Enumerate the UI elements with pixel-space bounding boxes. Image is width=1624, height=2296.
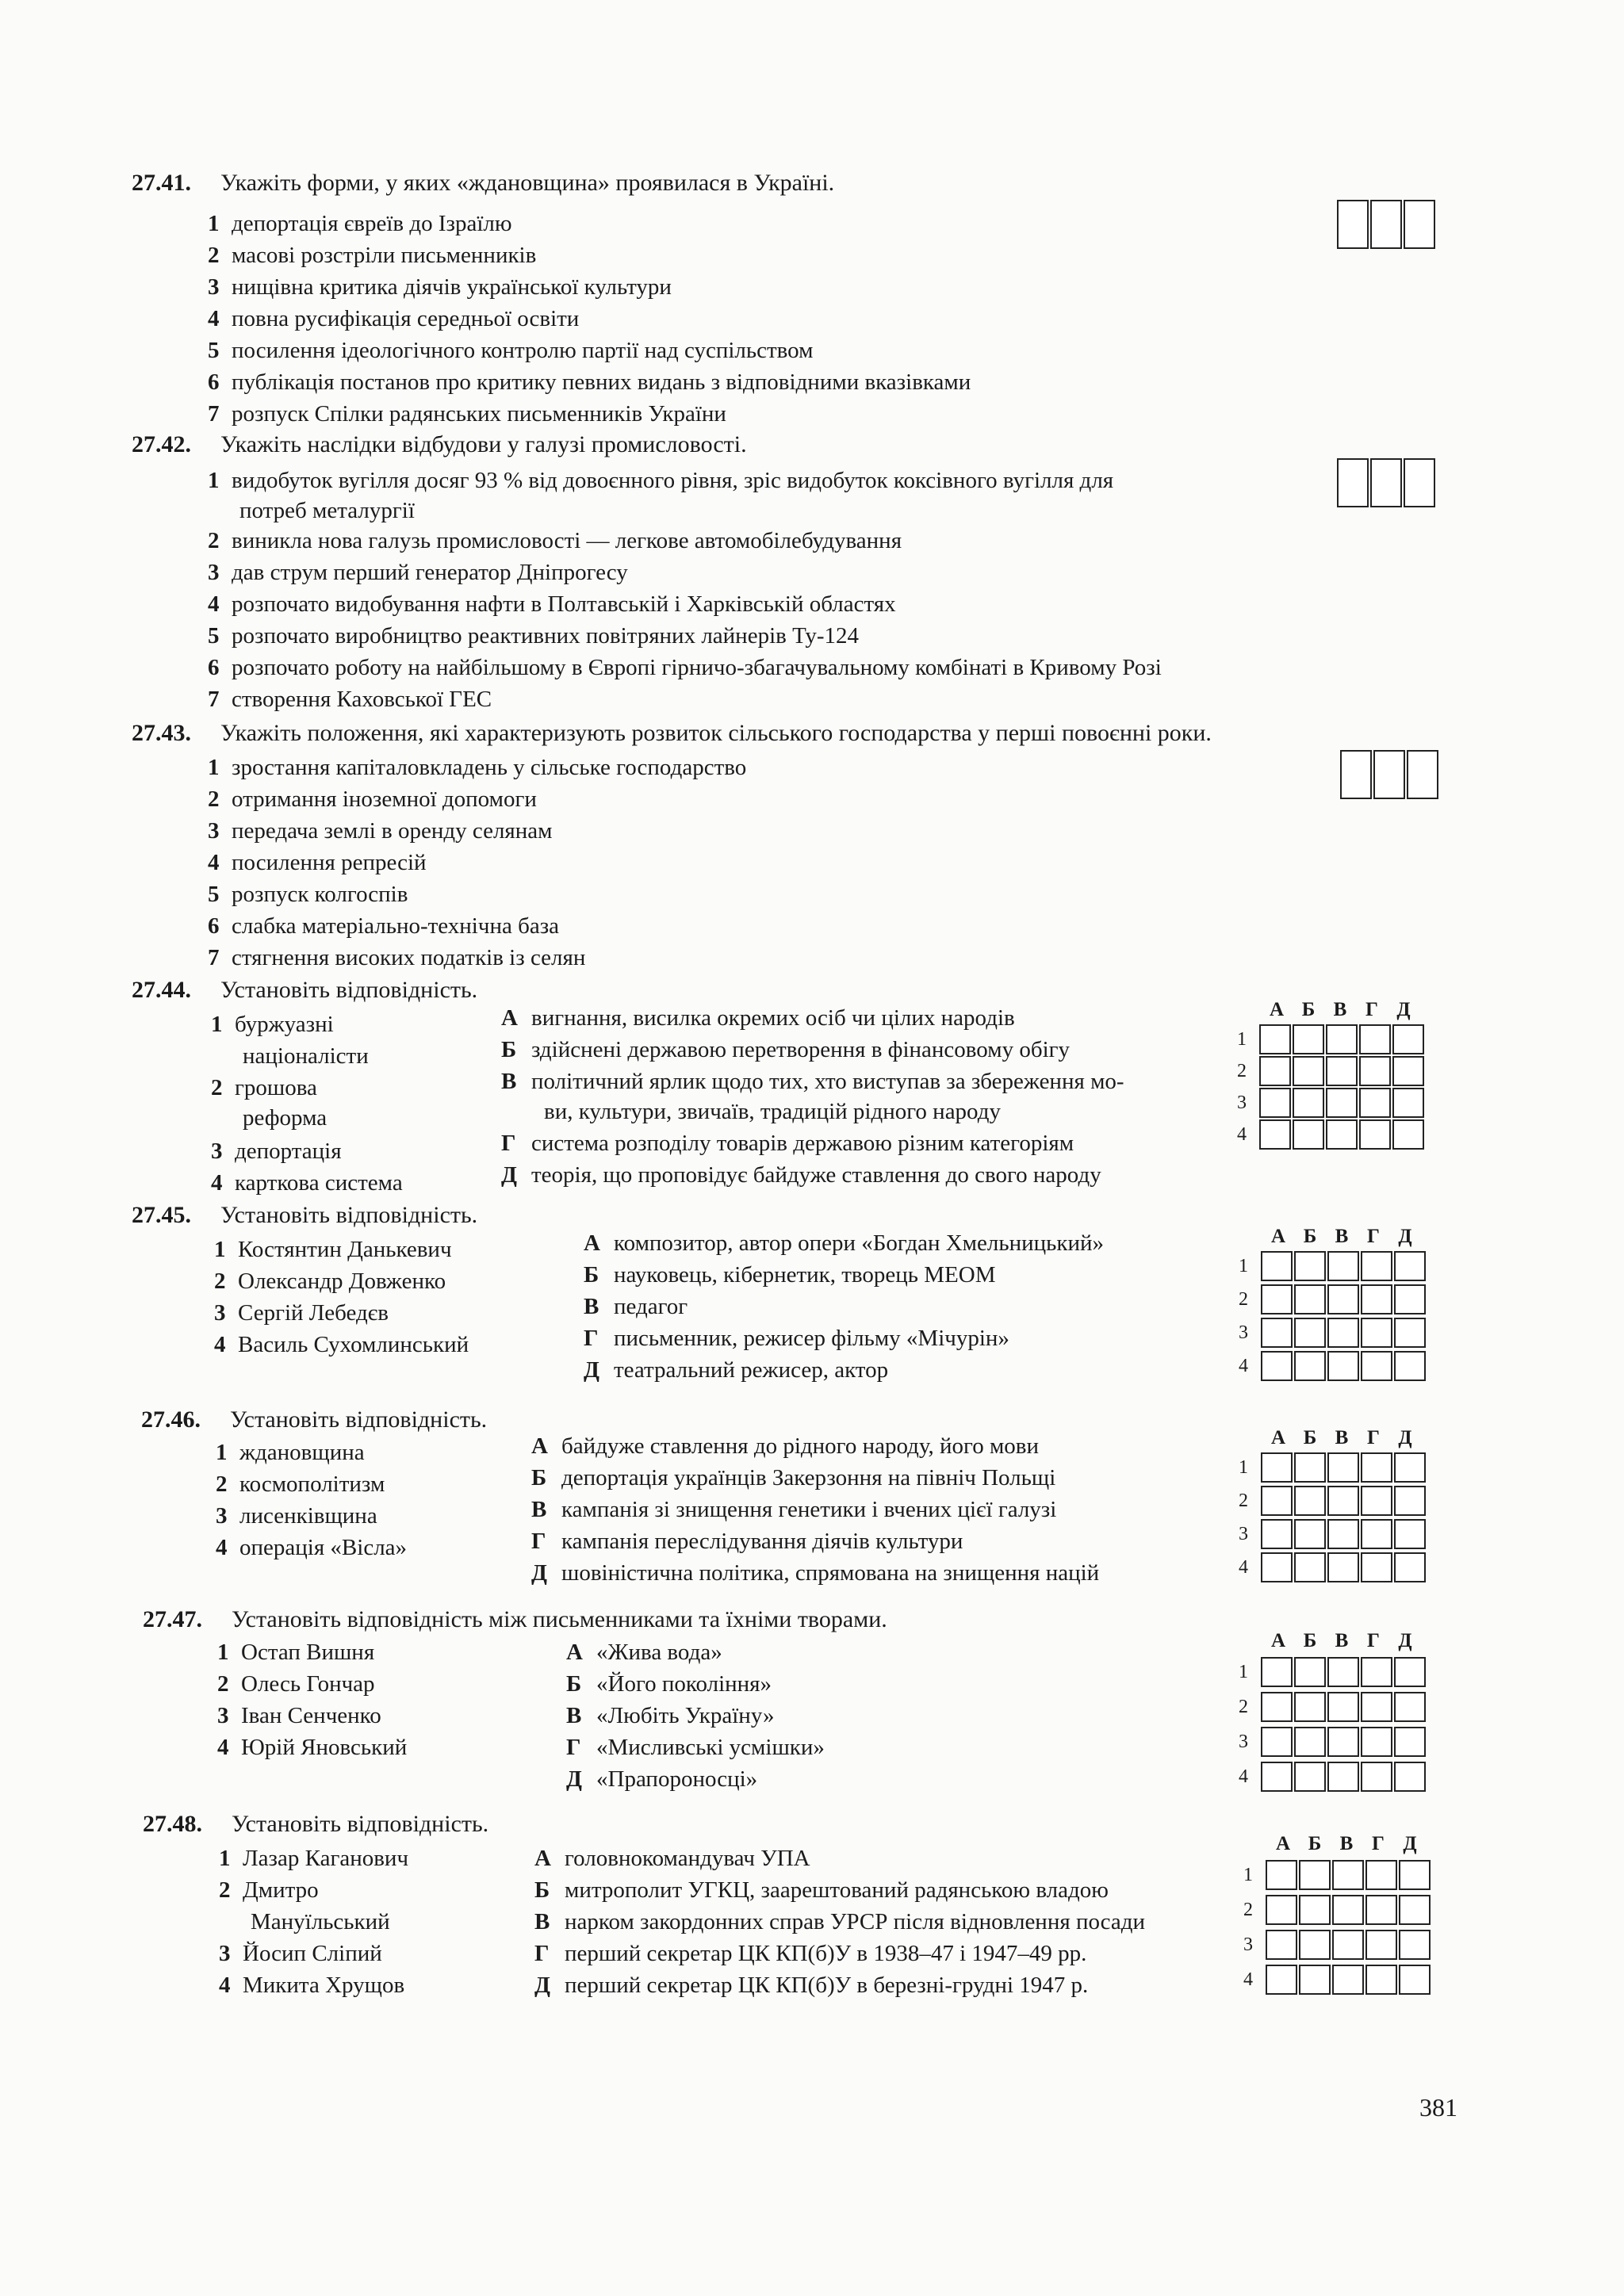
right-item-v: В «Любіть Україну» — [566, 1703, 775, 1728]
right-item-d: Д «Прапороносці» — [566, 1766, 758, 1792]
cell[interactable] — [1261, 1351, 1293, 1381]
left-item-2: 2 Олександр Довженко — [214, 1269, 446, 1294]
grid-row-4: 4 — [1239, 1762, 1426, 1792]
cell[interactable] — [1259, 1024, 1291, 1054]
cell[interactable] — [1327, 1552, 1359, 1582]
cell[interactable] — [1294, 1519, 1326, 1549]
question-number: 27.44. — [132, 977, 191, 1003]
option-1: 1 зростання капіталовкладень у сільське господарство — [208, 755, 747, 780]
cell[interactable] — [1361, 1692, 1392, 1722]
question-number: 27.43. — [132, 720, 191, 746]
option-4: 4 розпочато видобування нафти в Полтавській і Харківській областях — [208, 591, 896, 617]
question-number: 27.41. — [132, 170, 191, 196]
cell[interactable] — [1261, 1284, 1293, 1314]
option-5: 5 посилення ідеологічного контролю партії над суспільством — [208, 338, 814, 363]
cell[interactable] — [1293, 1119, 1324, 1150]
left-item-3: 3 Йосип Сліпий — [219, 1941, 382, 1966]
grid-row-3: 3 — [1237, 1088, 1424, 1118]
left-item-2: 2 Дмитро — [219, 1877, 319, 1903]
cell[interactable] — [1326, 1119, 1358, 1150]
left-item-2: 2 Олесь Гончар — [217, 1671, 375, 1697]
cell[interactable] — [1399, 1965, 1431, 1995]
cell[interactable] — [1293, 1088, 1324, 1118]
right-item-b: Б здійснені державою перетворення в фінансовому обігу — [501, 1037, 1071, 1062]
cell[interactable] — [1359, 1088, 1391, 1118]
cell[interactable] — [1361, 1727, 1392, 1757]
cell[interactable] — [1332, 1930, 1364, 1960]
cell[interactable] — [1361, 1284, 1392, 1314]
cell[interactable] — [1294, 1351, 1326, 1381]
cell[interactable] — [1327, 1657, 1359, 1687]
grid-row-4: 4 — [1237, 1119, 1424, 1150]
grid-row-2: 2 — [1239, 1692, 1426, 1722]
option-7: 7 стягнення високих податків із селян — [208, 945, 586, 970]
grid-header: А Б В Г Д — [1270, 1427, 1412, 1448]
cell[interactable] — [1361, 1762, 1392, 1792]
question-number: 27.46. — [141, 1406, 201, 1433]
grid-row-4: 4 — [1243, 1965, 1431, 1995]
left-item-4: 4 операція «Вісла» — [216, 1535, 408, 1560]
left-item-2-continuation: реформа — [243, 1105, 327, 1131]
option-5: 5 розпочато виробництво реактивних повітряних лайнерів Ту-124 — [208, 623, 860, 649]
right-item-a: А композитор, автор опери «Богдан Хмельницький» — [584, 1230, 1105, 1256]
right-item-g: Г перший секретар ЦК КП(б)У в 1938–47 і 1947–49 рр. — [534, 1941, 1087, 1966]
grid-header: А Б В Г Д — [1269, 999, 1411, 1020]
cell[interactable] — [1394, 1727, 1426, 1757]
cell[interactable] — [1392, 1024, 1424, 1054]
cell[interactable] — [1294, 1284, 1326, 1314]
grid-row-1: 1 — [1239, 1251, 1426, 1281]
cell[interactable] — [1259, 1056, 1291, 1086]
question-text: Укажіть наслідки відбудови у галузі промисловості. — [220, 431, 747, 457]
option-1-continuation: потреб металургії — [239, 498, 415, 523]
cell[interactable] — [1392, 1088, 1424, 1118]
grid-row-2: 2 — [1239, 1284, 1426, 1314]
grid-row-2: 2 — [1243, 1895, 1431, 1925]
right-item-a: А «Жива вода» — [566, 1640, 722, 1665]
question-header — [141, 1406, 487, 1433]
cell[interactable] — [1294, 1692, 1326, 1722]
answer-box-3[interactable] — [1404, 458, 1435, 507]
answer-boxes — [1337, 200, 1435, 249]
cell[interactable] — [1359, 1056, 1391, 1086]
cell[interactable] — [1394, 1486, 1426, 1516]
right-item-v: В політичний ярлик щодо тих, хто виступав за збереження мо- — [501, 1069, 1124, 1094]
left-item-2-continuation: Мануїльський — [251, 1909, 390, 1934]
question-header — [132, 170, 834, 197]
grid-row-1: 1 — [1239, 1657, 1426, 1687]
cell[interactable] — [1327, 1351, 1359, 1381]
grid-row-1: 1 — [1243, 1860, 1431, 1890]
left-item-2: 2 грошова — [211, 1075, 317, 1100]
question-number: 27.42. — [132, 431, 191, 457]
right-item-g: Г письменник, режисер фільму «Мічурін» — [584, 1326, 1009, 1351]
question-text: Укажіть положення, які характеризують розвиток сільського господарства у перші повоєнні роки. — [220, 720, 1212, 746]
cell[interactable] — [1361, 1519, 1392, 1549]
answer-box-3[interactable] — [1407, 750, 1438, 799]
cell[interactable] — [1394, 1318, 1426, 1348]
grid-row-3: 3 — [1239, 1519, 1426, 1549]
cell[interactable] — [1299, 1965, 1331, 1995]
option-7: 7 створення Каховської ГЕС — [208, 687, 492, 712]
right-item-v-continuation: ви, культури, звичаїв, традицій рідного народу — [544, 1099, 1001, 1124]
grid-row-2: 2 — [1239, 1486, 1426, 1516]
cell[interactable] — [1327, 1692, 1359, 1722]
question-text: Укажіть форми, у яких «ждановщина» проявилася в Україні. — [220, 170, 835, 196]
option-3: 3 дав струм перший генератор Дніпрогесу — [208, 560, 628, 585]
cell[interactable] — [1266, 1860, 1297, 1890]
cell[interactable] — [1261, 1692, 1293, 1722]
answer-box-2[interactable] — [1373, 750, 1405, 799]
right-item-b: Б науковець, кібернетик, творець МЕОМ — [584, 1262, 996, 1288]
grid-row-3: 3 — [1243, 1930, 1431, 1960]
cell[interactable] — [1294, 1251, 1326, 1281]
cell[interactable] — [1394, 1552, 1426, 1582]
right-item-d: Д теорія, що проповідує байдуже ставлення до свого народу — [501, 1162, 1101, 1188]
question-text: Установіть відповідність. — [232, 1811, 489, 1837]
right-item-v: В нарком закордонних справ УРСР після відновлення посади — [534, 1909, 1146, 1934]
right-item-b: Б митрополит УГКЦ, заарештований радянською владою — [534, 1877, 1109, 1903]
cell[interactable] — [1394, 1351, 1426, 1381]
cell[interactable] — [1327, 1727, 1359, 1757]
left-item-1: 1 Лазар Каганович — [219, 1846, 409, 1871]
question-header — [132, 977, 477, 1004]
cell[interactable] — [1261, 1727, 1293, 1757]
cell[interactable] — [1394, 1284, 1426, 1314]
cell[interactable] — [1261, 1251, 1293, 1281]
cell[interactable] — [1266, 1965, 1297, 1995]
question-text: Установіть відповідність. — [220, 977, 478, 1003]
answer-boxes — [1340, 750, 1438, 799]
cell[interactable] — [1327, 1486, 1359, 1516]
left-item-2: 2 космополітизм — [216, 1471, 385, 1497]
cell[interactable] — [1327, 1452, 1359, 1483]
question-header — [132, 720, 1212, 747]
cell[interactable] — [1294, 1657, 1326, 1687]
option-3: 3 нищівна критика діячів української культури — [208, 274, 672, 300]
right-item-d: Д театральний режисер, актор — [584, 1357, 889, 1383]
cell[interactable] — [1327, 1284, 1359, 1314]
cell[interactable] — [1261, 1762, 1293, 1792]
cell[interactable] — [1261, 1452, 1293, 1483]
right-item-b: Б «Його покоління» — [566, 1671, 772, 1697]
cell[interactable] — [1294, 1552, 1326, 1582]
cell[interactable] — [1399, 1860, 1431, 1890]
grid-row-4: 4 — [1239, 1552, 1426, 1582]
right-item-b: Б депортація українців Закерзоння на північ Польщі — [531, 1465, 1056, 1490]
grid-row-4: 4 — [1239, 1351, 1426, 1381]
cell[interactable] — [1394, 1519, 1426, 1549]
cell[interactable] — [1259, 1119, 1291, 1150]
left-item-3: 3 депортація — [211, 1138, 342, 1164]
right-item-g: Г кампанія переслідування діячів культури — [531, 1529, 963, 1554]
cell[interactable] — [1294, 1318, 1326, 1348]
page-number: 381 — [1419, 2093, 1457, 2122]
cell[interactable] — [1261, 1486, 1293, 1516]
grid-row-2: 2 — [1237, 1056, 1424, 1086]
cell[interactable] — [1327, 1251, 1359, 1281]
cell[interactable] — [1327, 1318, 1359, 1348]
right-item-a: А вигнання, висилка окремих осіб чи цілих народів — [501, 1005, 1015, 1031]
cell[interactable] — [1394, 1657, 1426, 1687]
cell[interactable] — [1293, 1024, 1324, 1054]
option-4: 4 повна русифікація середньої освіти — [208, 306, 580, 331]
cell[interactable] — [1261, 1318, 1293, 1348]
answer-box-1[interactable] — [1340, 750, 1372, 799]
cell[interactable] — [1294, 1452, 1326, 1483]
cell[interactable] — [1361, 1552, 1392, 1582]
cell[interactable] — [1361, 1486, 1392, 1516]
left-item-4: 4 Микита Хрущов — [219, 1973, 405, 1998]
option-1: 1 депортація євреїв до Ізраїлю — [208, 211, 512, 236]
right-item-d: Д перший секретар ЦК КП(б)У в березні-грудні 1947 р. — [534, 1973, 1089, 1998]
cell[interactable] — [1361, 1251, 1392, 1281]
cell[interactable] — [1392, 1056, 1424, 1086]
left-item-1: 1 буржуазні — [211, 1012, 334, 1037]
grid-row-3: 3 — [1239, 1727, 1426, 1757]
cell[interactable] — [1294, 1762, 1326, 1792]
question-header — [143, 1811, 488, 1838]
cell[interactable] — [1327, 1762, 1359, 1792]
cell[interactable] — [1266, 1895, 1297, 1925]
cell[interactable] — [1394, 1692, 1426, 1722]
answer-box-2[interactable] — [1370, 200, 1402, 249]
left-item-1-continuation: націоналісти — [243, 1043, 369, 1069]
option-2: 2 отримання іноземної допомоги — [208, 786, 537, 812]
cell[interactable] — [1361, 1657, 1392, 1687]
cell[interactable] — [1299, 1895, 1331, 1925]
question-header — [143, 1606, 887, 1633]
grid-header: А Б В Г Д — [1275, 1833, 1417, 1854]
left-item-4: 4 Юрій Яновський — [217, 1735, 408, 1760]
cell[interactable] — [1293, 1056, 1324, 1086]
cell[interactable] — [1361, 1452, 1392, 1483]
option-5: 5 розпуск колгоспів — [208, 882, 408, 907]
cell[interactable] — [1326, 1088, 1358, 1118]
right-item-v: В педагог — [584, 1294, 688, 1319]
answer-box-1[interactable] — [1337, 458, 1369, 507]
cell[interactable] — [1299, 1860, 1331, 1890]
option-2: 2 виникла нова галузь промисловості — легкове автомобілебудування — [208, 528, 902, 553]
cell[interactable] — [1359, 1119, 1391, 1150]
cell[interactable] — [1326, 1024, 1358, 1054]
option-3: 3 передача землі в оренду селянам — [208, 818, 553, 844]
grid-header: А Б В Г Д — [1270, 1226, 1412, 1247]
cell[interactable] — [1361, 1351, 1392, 1381]
question-text: Установіть відповідність. — [220, 1202, 478, 1228]
cell[interactable] — [1332, 1860, 1364, 1890]
cell[interactable] — [1365, 1860, 1397, 1890]
cell[interactable] — [1359, 1024, 1391, 1054]
cell[interactable] — [1365, 1965, 1397, 1995]
question-header — [132, 431, 747, 458]
question-text: Установіть відповідність між письменниками та їхніми творами. — [232, 1606, 887, 1632]
cell[interactable] — [1259, 1088, 1291, 1118]
cell[interactable] — [1326, 1056, 1358, 1086]
cell[interactable] — [1394, 1762, 1426, 1792]
left-item-3: 3 лисенківщина — [216, 1503, 377, 1529]
left-item-4: 4 Василь Сухомлинський — [214, 1332, 469, 1357]
question-number: 27.45. — [132, 1202, 191, 1228]
right-item-a: А головнокомандувач УПА — [534, 1846, 810, 1871]
right-item-g: Г система розподілу товарів державою різним категоріям — [501, 1131, 1074, 1156]
cell[interactable] — [1266, 1930, 1297, 1960]
question-text: Установіть відповідність. — [230, 1406, 488, 1433]
option-2: 2 масові розстріли письменників — [208, 243, 537, 268]
cell[interactable] — [1294, 1486, 1326, 1516]
question-header — [132, 1202, 477, 1229]
left-item-3: 3 Іван Сенченко — [217, 1703, 381, 1728]
right-item-g: Г «Мисливські усмішки» — [566, 1735, 825, 1760]
option-1: 1 видобуток вугілля досяг 93 % від довоєнного рівня, зріс видобуток коксівного вугілля для — [208, 468, 1114, 493]
question-number: 27.47. — [143, 1606, 202, 1632]
right-item-v: В кампанія зі знищення генетики і вчених цієї галузі — [531, 1497, 1057, 1522]
cell[interactable] — [1332, 1895, 1364, 1925]
answer-box-3[interactable] — [1404, 200, 1435, 249]
cell[interactable] — [1332, 1965, 1364, 1995]
cell[interactable] — [1327, 1519, 1359, 1549]
right-item-d: Д шовіністична політика, спрямована на знищення націй — [531, 1560, 1100, 1586]
question-number: 27.48. — [143, 1811, 202, 1837]
option-6: 6 розпочато роботу на найбільшому в Європі гірничо-збагачувальному комбінаті в Кривому Розі — [208, 655, 1162, 680]
left-item-4: 4 карткова система — [211, 1170, 403, 1196]
cell[interactable] — [1361, 1318, 1392, 1348]
left-item-1: 1 Остап Вишня — [217, 1640, 375, 1665]
right-item-a: А байдуже ставлення до рідного народу, його мови — [531, 1433, 1040, 1459]
cell[interactable] — [1261, 1519, 1293, 1549]
option-4: 4 посилення репресій — [208, 850, 427, 875]
cell[interactable] — [1394, 1452, 1426, 1483]
grid-row-1: 1 — [1237, 1024, 1424, 1054]
grid-row-3: 3 — [1239, 1318, 1426, 1348]
cell[interactable] — [1399, 1930, 1431, 1960]
cell[interactable] — [1365, 1895, 1397, 1925]
cell[interactable] — [1261, 1552, 1293, 1582]
cell[interactable] — [1394, 1251, 1426, 1281]
left-item-1: 1 ждановщина — [216, 1440, 365, 1465]
cell[interactable] — [1392, 1119, 1424, 1150]
cell[interactable] — [1294, 1727, 1326, 1757]
left-item-3: 3 Сергій Лебедєв — [214, 1300, 389, 1326]
option-6: 6 слабка матеріально-технічна база — [208, 913, 560, 939]
option-7: 7 розпуск Спілки радянських письменників України — [208, 401, 726, 427]
option-6: 6 публікація постанов про критику певних видань з відповідними вказівками — [208, 369, 971, 395]
cell[interactable] — [1365, 1930, 1397, 1960]
left-item-1: 1 Костянтин Данькевич — [214, 1237, 452, 1262]
answer-box-2[interactable] — [1370, 458, 1402, 507]
answer-box-1[interactable] — [1337, 200, 1369, 249]
answer-boxes — [1337, 458, 1435, 507]
cell[interactable] — [1261, 1657, 1293, 1687]
grid-header: А Б В Г Д — [1270, 1630, 1412, 1651]
cell[interactable] — [1399, 1895, 1431, 1925]
grid-row-1: 1 — [1239, 1452, 1426, 1483]
cell[interactable] — [1299, 1930, 1331, 1960]
